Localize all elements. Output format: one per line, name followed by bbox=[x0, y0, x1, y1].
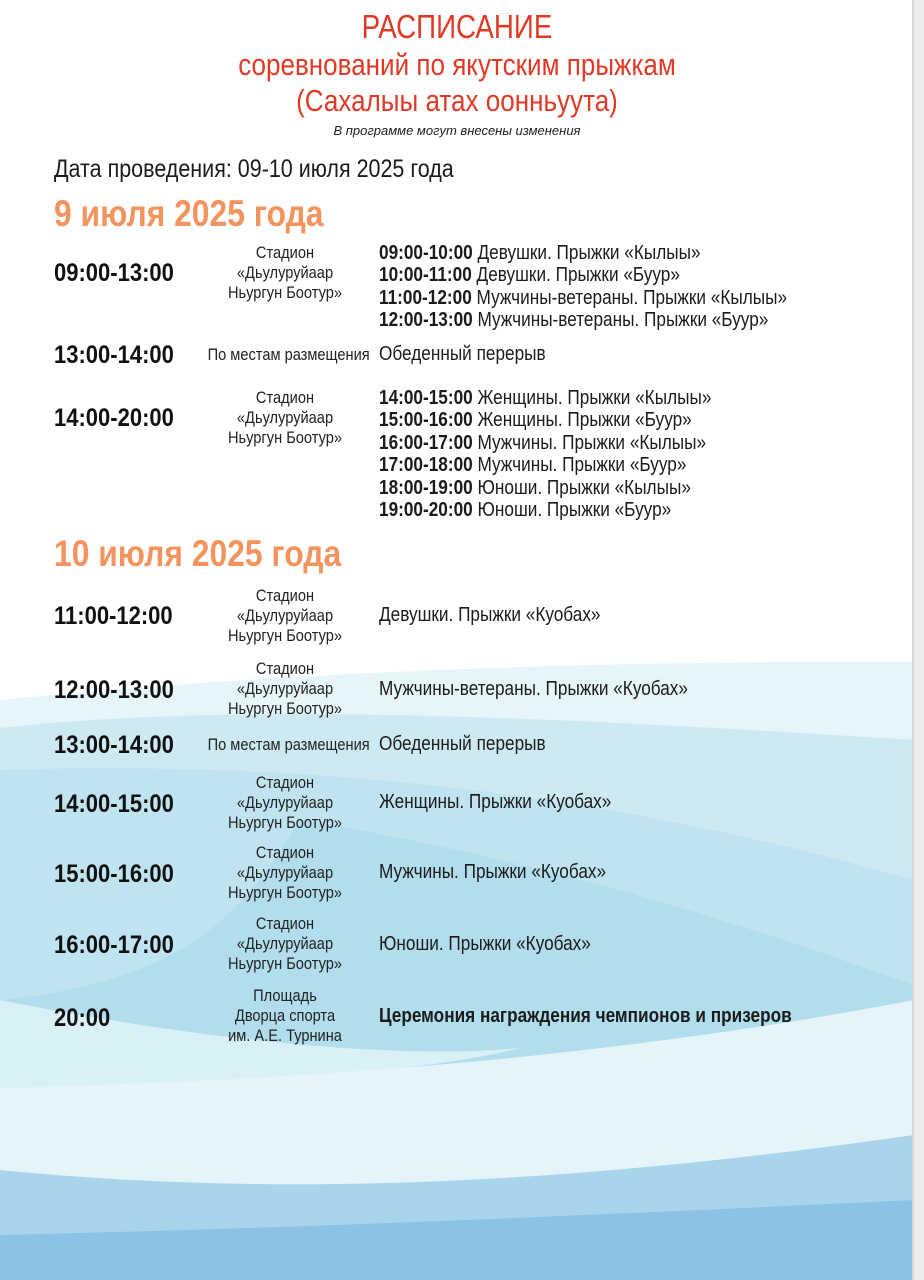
event-date-line: Дата проведения: 09-10 июля 2025 года bbox=[54, 155, 454, 183]
change-note: В программе могут внесены изменения bbox=[333, 123, 581, 138]
venue-line: «Дьулуруйаар bbox=[236, 863, 334, 882]
event-line: 16:00-17:00 Мужчины. Прыжки «Кылыы» bbox=[379, 431, 707, 454]
venue-line: «Дьулуруйаар bbox=[236, 679, 334, 698]
venue-line: Стадион bbox=[255, 843, 315, 862]
day1-row3-time: 14:00-20:00 bbox=[54, 404, 174, 432]
day1-row1-time: 09:00-13:00 bbox=[54, 259, 174, 287]
event-line: 14:00-15:00 Женщины. Прыжки «Кылыы» bbox=[379, 387, 712, 409]
day2-row3-event: Обеденный перерыв bbox=[379, 733, 546, 755]
day1-row1-venue bbox=[208, 243, 363, 303]
venue-line: Стадион bbox=[255, 586, 315, 605]
day2-row7-event: Церемония награждения чемпионов и призеров bbox=[379, 1005, 792, 1027]
event-line: 09:00-10:00 Девушки. Прыжки «Кылыы» bbox=[379, 242, 701, 264]
day2-row2-venue bbox=[208, 659, 363, 719]
day2-row7-venue bbox=[208, 986, 363, 1046]
day2-row4-venue bbox=[208, 773, 363, 833]
venue-line: Стадион bbox=[255, 914, 315, 933]
day2-row3-venue bbox=[207, 735, 370, 755]
venue-line: По местам размещения bbox=[207, 735, 370, 754]
day2-row6-venue bbox=[208, 914, 363, 974]
venue-line: Ньургун Боотур» bbox=[227, 699, 343, 718]
event-line: 12:00-13:00 Мужчины-ветераны. Прыжки «Буур» bbox=[379, 309, 769, 332]
event-line: 18:00-19:00 Юноши. Прыжки «Кылыы» bbox=[379, 476, 691, 499]
day2-row6-time: 16:00-17:00 bbox=[54, 931, 174, 959]
venue-line: им. А.Е. Турнина bbox=[228, 1026, 342, 1045]
venue-line: «Дьулуруйаар bbox=[236, 606, 334, 625]
event-line: 11:00-12:00 Мужчины-ветераны. Прыжки «Кылыы» bbox=[379, 286, 788, 309]
venue-line: Стадион bbox=[255, 243, 315, 262]
day2-row1-time: 11:00-12:00 bbox=[54, 602, 173, 630]
venue-line: Площадь bbox=[253, 986, 317, 1005]
day2-row4-time: 14:00-15:00 bbox=[54, 790, 174, 818]
venue-line: По местам размещения bbox=[207, 345, 370, 364]
day2-heading: 10 июля 2025 года bbox=[54, 533, 342, 574]
event-line: 17:00-18:00 Мужчины. Прыжки «Буур» bbox=[379, 454, 687, 477]
event-line: 10:00-11:00 Девушки. Прыжки «Буур» bbox=[379, 264, 680, 287]
day2-row7-time: 20:00 bbox=[54, 1004, 111, 1032]
day2-row6-event: Юноши. Прыжки «Куобах» bbox=[379, 933, 591, 955]
day1-row3-events bbox=[379, 387, 711, 521]
day2-row5-event: Мужчины. Прыжки «Куобах» bbox=[379, 861, 607, 883]
day2-row5-venue bbox=[208, 843, 363, 903]
venue-line: Стадион bbox=[255, 773, 315, 792]
event-line: 19:00-20:00 Юноши. Прыжки «Буур» bbox=[379, 499, 672, 522]
event-line: 15:00-16:00 Женщины. Прыжки «Буур» bbox=[379, 409, 692, 432]
venue-line: «Дьулуруйаар bbox=[236, 793, 334, 812]
venue-line: Ньургун Боотур» bbox=[227, 626, 343, 645]
venue-line: Ньургун Боотур» bbox=[227, 813, 343, 832]
venue-line: Ньургун Боотур» bbox=[227, 283, 343, 302]
day1-row1-events bbox=[379, 242, 787, 332]
venue-line: «Дьулуруйаар bbox=[236, 934, 334, 953]
day2-row2-event: Мужчины-ветераны. Прыжки «Куобах» bbox=[379, 678, 688, 700]
venue-line: Ньургун Боотур» bbox=[227, 954, 343, 973]
page-title: РАСПИСАНИЕ bbox=[361, 8, 553, 45]
day1-heading: 9 июля 2025 года bbox=[54, 193, 324, 234]
venue-line: Дворца спорта bbox=[234, 1006, 336, 1025]
venue-line: Стадион bbox=[255, 659, 315, 678]
day1-row3-venue bbox=[208, 388, 363, 448]
day2-row5-time: 15:00-16:00 bbox=[54, 860, 174, 888]
venue-line: Стадион bbox=[255, 388, 315, 407]
day2-row1-event: Девушки. Прыжки «Куобах» bbox=[379, 604, 601, 626]
day1-row2-event: Обеденный перерыв bbox=[379, 343, 546, 365]
venue-line: «Дьулуруйаар bbox=[236, 263, 334, 282]
venue-line: Ньургун Боотур» bbox=[227, 883, 343, 902]
day1-row2-time: 13:00-14:00 bbox=[54, 341, 174, 369]
day1-row2-venue bbox=[207, 345, 370, 365]
day2-row1-venue bbox=[208, 586, 363, 646]
day2-row2-time: 12:00-13:00 bbox=[54, 676, 174, 704]
venue-line: Ньургун Боотур» bbox=[227, 428, 343, 447]
venue-line: «Дьулуруйаар bbox=[236, 408, 334, 427]
day2-row4-event: Женщины. Прыжки «Куобах» bbox=[379, 791, 612, 813]
page-subtitle-line2: (Сахалыы атах оонньуута) bbox=[296, 83, 618, 118]
page-subtitle-line1: соревнований по якутским прыжкам bbox=[238, 47, 676, 82]
day2-row3-time: 13:00-14:00 bbox=[54, 731, 174, 759]
